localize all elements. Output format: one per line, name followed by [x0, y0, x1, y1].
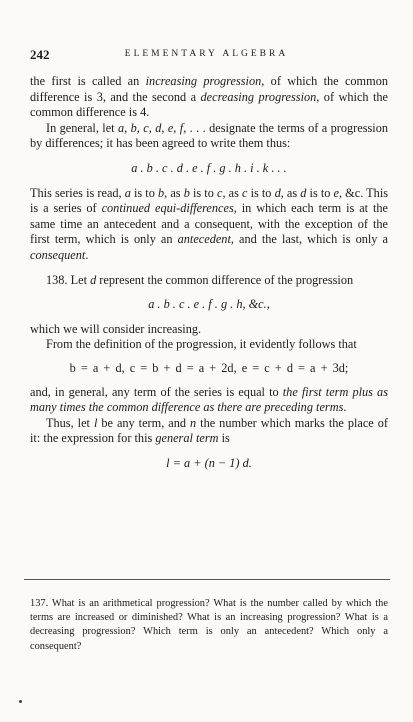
emphasis: consequent [30, 247, 86, 262]
emphasis: c [216, 185, 223, 200]
series-notation: a . b . c . d . e . f . g . h . i . k . . . [131, 160, 287, 175]
formula-general-term: l = a + (n − 1) d. [166, 455, 252, 470]
emphasis: b [183, 185, 190, 200]
text: the first is called an [30, 74, 146, 88]
text: , of which the common difference is 3, and the second a [30, 74, 388, 104]
paragraph-definition: From the definition of the progression, it evidently follows that [46, 337, 357, 352]
footnote-divider [24, 579, 390, 580]
series-increasing: a . b . c . e . f . g . h, &c., [148, 297, 270, 312]
paragraph-progression-types [30, 74, 388, 121]
paragraph-general-term [30, 416, 388, 447]
emphasis: d [90, 272, 97, 287]
section-138 [30, 273, 388, 289]
emphasis: e [333, 185, 339, 200]
emphasis: d [274, 185, 281, 200]
footnote-questions: 137. What is an arithmetical progression? What is the number called by which the terms are increased or diminished? What is an increasing progression? What is a decreasing progression? Which term is only an antecedent? Which only a consequent? [30, 598, 388, 652]
paragraph-general-rule [30, 385, 388, 416]
text: , as [280, 185, 301, 200]
text: , in which each term is at the same time an antecedent and a consequent, with the exception of the first term, which is only an [30, 201, 389, 247]
text: In general, let [46, 120, 119, 135]
page-number: 242 [30, 47, 50, 62]
text: is [218, 431, 230, 446]
text: and, in general, any term of the series is equal to [30, 384, 283, 399]
text: the number which marks the place of it: the expression for this [30, 415, 388, 446]
formula-terms: b = a + d, c = b + d = a + 2d, e = c + d = a + 3d; [69, 360, 349, 375]
text: , and the last, which is only a [230, 232, 388, 247]
text: represent the common difference of the progression [96, 272, 354, 287]
page-body [30, 74, 388, 480]
paragraph-increasing: which we will consider increasing. [30, 321, 202, 336]
emphasis: l [93, 415, 98, 430]
text: This series is read, [30, 185, 125, 200]
emphasis: a, b, c, d, e, f, [118, 120, 187, 135]
running-title: ELEMENTARY ALGEBRA [124, 49, 289, 59]
page-header [30, 47, 383, 63]
text: be any term, and [97, 415, 191, 430]
text: , as [164, 185, 184, 200]
ink-speck [19, 700, 22, 703]
text: , of which the common difference is 4. [30, 89, 389, 120]
text: , as [222, 185, 242, 200]
emphasis: decreasing progression [200, 89, 317, 104]
text: is to [306, 185, 334, 200]
text: is to [189, 185, 217, 200]
emphasis: d [300, 185, 307, 200]
emphasis: increasing progression [145, 74, 262, 88]
text: is to [247, 185, 275, 200]
text: . . . designate the terms of a progression by differences; it has been agreed to write them thus: [30, 120, 388, 151]
text: Let [67, 272, 91, 287]
text: is to [130, 185, 158, 200]
emphasis: the first term plus as many times the common difference as there are preceding terms [30, 384, 388, 415]
emphasis: n [190, 415, 197, 430]
section-number: 138. [46, 272, 68, 287]
emphasis: a [124, 185, 131, 200]
paragraph-general [30, 121, 388, 152]
emphasis: continued equi-differences [101, 201, 234, 216]
paragraph-series-read [30, 186, 388, 264]
text: . [85, 247, 89, 262]
emphasis: general term [155, 431, 219, 446]
text: , &c. This is a series of [30, 185, 389, 216]
text: Thus, let [46, 415, 94, 430]
emphasis: c [241, 185, 248, 200]
emphasis: b [158, 185, 165, 200]
text: . [343, 400, 347, 415]
emphasis: antecedent [177, 232, 231, 247]
